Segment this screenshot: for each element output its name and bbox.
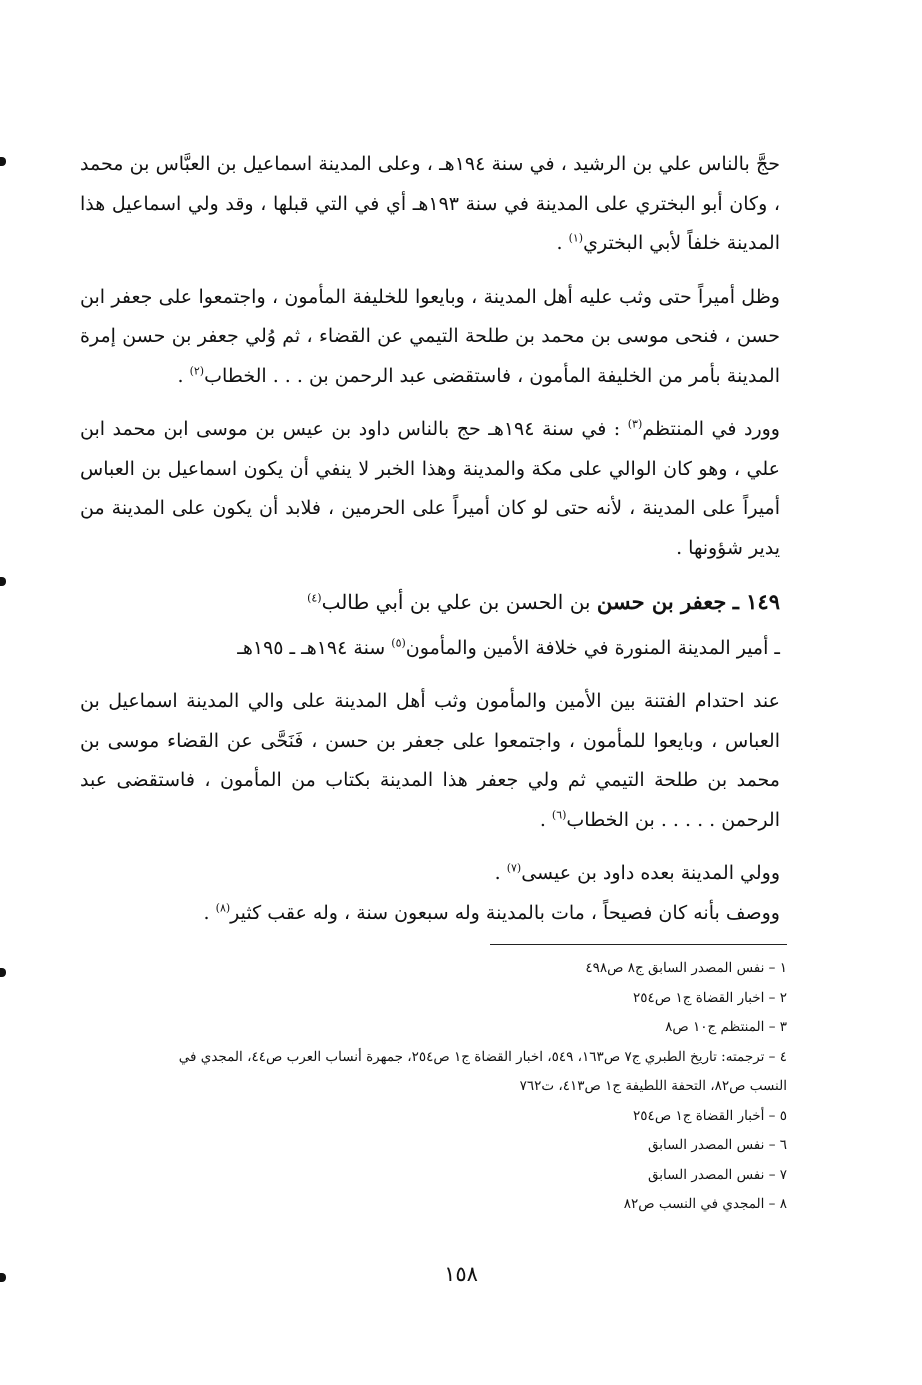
paragraph-1: حجَّ بالناس علي بن الرشيد ، في سنة ١٩٤هـ ، وعلى المدينة اسماعيل بن العبَّاس بن محمد ، وكان أبو البختري على المدينة في سنة ١٩٣هـ أي في التي قبلها ، وقد ولي اسماعيل هذا المدينة خلفاً لأبي البختري$^{(١)}$ . <box>80 153 780 254</box>
footnote: ٥ – أخبار القضاة ج١ ص٢٥٤ <box>633 1107 787 1124</box>
main-text <box>80 145 780 933</box>
page-edge-mark <box>0 577 6 586</box>
entry-number: ١٤٩ ـ <box>732 589 780 614</box>
paragraph-6-text: ووصف بأنه كان فصيحاً ، مات بالمدينة وله سبعون سنة ، وله عقب كثير <box>230 901 780 924</box>
footnote-ref: (٨) <box>215 901 231 915</box>
footnote: ٦ – نفس المصدر السابق <box>648 1137 787 1153</box>
subheading-text: ـ أمير المدينة المنورة في خلافة الأمين والمأمون <box>405 636 780 659</box>
footnotes <box>80 954 787 1220</box>
subheading-dates: سنة ١٩٤هـ ـ ١٩٥هـ <box>237 636 386 659</box>
entry-subheading <box>80 629 780 669</box>
footnote-ref: (٢) <box>189 364 205 378</box>
footnote: ٤ – ترجمته: تاريخ الطبري ج٧ ص١٦٣، ٥٤٩، اخبار القضاة ج١ ص٢٥٤، جمهرة أنساب العرب ص٤٤، المجدي في <box>178 1048 787 1065</box>
footnote: ٣ – المنتظم ج١٠ ص٨ <box>665 1019 787 1035</box>
page-number: ١٥٨ <box>444 1262 478 1286</box>
footnote-divider <box>490 944 787 945</box>
paragraph-3 <box>80 410 780 568</box>
footnote-continuation: النسب ص٨٢، التحفة اللطيفة ج١ ص٤١٣، ت٧٦٢ <box>519 1078 787 1094</box>
entry-heading <box>80 582 780 623</box>
footnote-ref: (٦) <box>551 808 567 822</box>
footnote: ١ – نفس المصدر السابق ج٨ ص٤٩٨ <box>585 960 787 976</box>
footnote: ٢ – اخبار القضاة ج١ ص٢٥٤ <box>633 989 787 1006</box>
entry-lineage: بن الحسن بن علي بن أبي طالب <box>321 590 591 614</box>
paragraph-6: ووصف بأنه كان فصيحاً ، مات بالمدينة وله سبعون سنة ، وله عقب كثير$^{(٨)}$ . <box>203 901 780 924</box>
footnote-ref: (١) <box>568 231 584 245</box>
page-edge-mark <box>0 157 6 166</box>
footnote: ٨ – المجدي في النسب ص٨٢ <box>623 1196 787 1212</box>
footnote-ref: (٥) <box>391 636 406 650</box>
footnote: ٧ – نفس المصدر السابق <box>648 1166 787 1183</box>
paragraph-2-text: وظل أميراً حتى وثب عليه أهل المدينة ، وبايعوا للخليفة المأمون ، واجتمعوا على جعفر ابن حسن ، فنحى موسى بن محمد بن طلحة التيمي عن القضاء ، ثم وُلي جعفر بن حسن إمرة المدينة بأمر من الخليفة المأمون ، فاستقضى عبد الرحمن بن . . . الخطاب <box>80 285 780 387</box>
entry-name: جعفر بن حسن <box>596 589 727 614</box>
footnote-ref: (٤) <box>307 591 322 605</box>
footnote-ref: (٧) <box>506 861 522 875</box>
paragraph-4-text: عند احتدام الفتنة بين الأمين والمأمون وثب أهل المدينة على والي المدينة اسماعيل بن العباس ، وبايعوا للمأمون ، واجتمعوا على جعفر بن حسن ، فَنَحَّى عن القضاء موسى بن محمد بن طلحة التيمي ثم ولي جعفر هذا المدينة بكتاب من المأمون ، فاستقضى عبد الرحمن . . . . . بن الخطاب <box>80 690 780 831</box>
paragraph-3-text-a: وورد في المنتظم <box>642 418 780 440</box>
paragraph-4: عند احتدام الفتنة بين الأمين والمأمون وثب أهل المدينة على والي المدينة اسماعيل بن العباس ، وبايعوا للمأمون ، واجتمعوا على جعفر بن حسن ، فَنَحَّى عن القضاء موسى بن محمد بن طلحة التيمي ثم ولي جعفر هذا المدينة بكتاب من المأمون ، فاستقضى عبد الرحمن . . . . . بن الخطاب$^{(٦)}$ . <box>80 690 780 831</box>
paragraph-5: وولي المدينة بعده داود بن عيسى$^{(٧)}$ . <box>494 861 780 884</box>
paragraph-5-text: وولي المدينة بعده داود بن عيسى <box>521 862 780 884</box>
paragraph-3-text-b: : في سنة ١٩٤هـ حج بالناس داود بن عيس بن موسى ابن محمد ابن علي ، وهو كان الوالي على مكة والمدينة وهذا الخبر لا ينفي أن يكون اسماعيل بن العباس أميراً على المدينة ، لأنه حتى لو كان أميراً على الحرمين ، فلابد أن يكون على المدينة من يدير شؤونها . <box>80 418 780 559</box>
paragraph-2: وظل أميراً حتى وثب عليه أهل المدينة ، وبايعوا للخليفة المأمون ، واجتمعوا على جعفر ابن حسن ، فنحى موسى بن محمد بن طلحة التيمي عن القضاء ، ثم وُلي جعفر بن حسن إمرة المدينة بأمر من الخليفة المأمون ، فاستقضى عبد الرحمن بن . . . الخطاب$^{(٢)}$ . <box>80 285 780 387</box>
paragraph-1-text: حجَّ بالناس علي بن الرشيد ، في سنة ١٩٤هـ ، وعلى المدينة اسماعيل بن العبَّاس بن محمد ، وكان أبو البختري على المدينة في سنة ١٩٣هـ أي في التي قبلها ، وقد ولي اسماعيل هذا المدينة خلفاً لأبي البختري <box>80 153 780 254</box>
page-edge-mark <box>0 968 6 977</box>
footnote-ref: (٣) <box>627 417 643 431</box>
